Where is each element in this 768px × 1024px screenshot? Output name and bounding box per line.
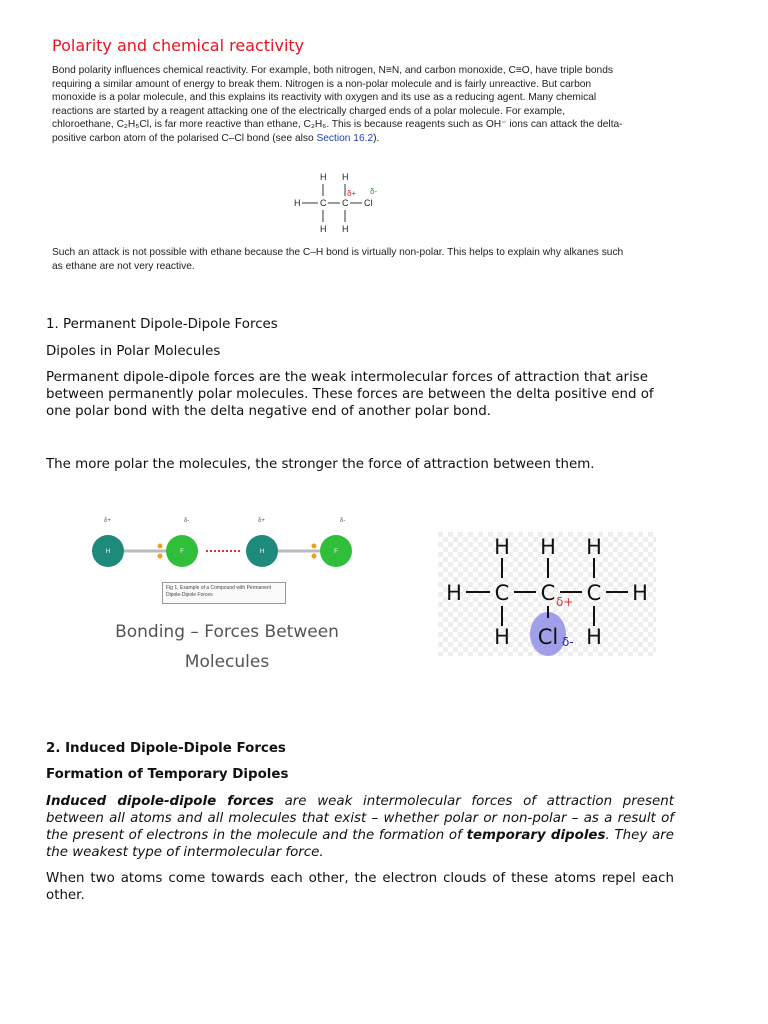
struct-h-top-left: H bbox=[320, 172, 327, 182]
figure-closing-paragraph: Such an attack is not possible with ethane because the C–H bond is virtually non-polar. This helps to explain why alkanes such as ethane are not very reactive. bbox=[52, 247, 624, 272]
delta-label-2: δ- bbox=[184, 518, 190, 524]
delta-label-3: δ+ bbox=[258, 518, 265, 524]
struct-h-left: H bbox=[294, 198, 301, 208]
h-bottom-3: H bbox=[586, 625, 602, 649]
h-top-1: H bbox=[494, 535, 510, 559]
figure-caption-box: Fig 1. Example of a Compound with Permanent Dipole-Dipole Forces bbox=[162, 582, 286, 604]
c-3: C bbox=[586, 581, 602, 605]
chloropropane-structure bbox=[438, 532, 656, 656]
caption-line-1: Bonding – Forces Between bbox=[115, 622, 339, 642]
struct-h-bottom-left: H bbox=[320, 224, 327, 234]
section2-paragraph2: When two atoms come towards each other, the electron clouds of these atoms repel each other. bbox=[46, 871, 674, 903]
struct-c-right: C bbox=[342, 198, 349, 208]
delta-plus-label: δ+ bbox=[556, 595, 574, 609]
delta-label-4: δ- bbox=[340, 518, 346, 524]
delta-label-1: δ+ bbox=[104, 518, 111, 524]
hydrogen-label-1: H bbox=[105, 549, 111, 555]
struct-cl: Cl bbox=[364, 198, 373, 208]
section1-paragraph: Permanent dipole-dipole forces are the weak intermolecular forces of attraction that arise between permanently polar molecules. These forces are between the delta positive end of one polar bond with the delta negative end of another polar bond. bbox=[46, 370, 654, 419]
section-link[interactable]: Section 16.2 bbox=[316, 132, 374, 144]
chloroethane-structure-small bbox=[290, 170, 400, 234]
figure-paragraph-end: ). bbox=[373, 132, 380, 144]
figure-title: Polarity and chemical reactivity bbox=[52, 36, 305, 55]
hydrogen-label-2: H bbox=[259, 549, 265, 555]
section2-subheading: Formation of Temporary Dipoles bbox=[46, 767, 289, 782]
section2-heading: 2. Induced Dipole-Dipole Forces bbox=[46, 741, 286, 756]
h-top-3: H bbox=[586, 535, 602, 559]
section2-paragraph bbox=[46, 793, 674, 861]
section2-paragraph-end: . They are the weakest type of intermolecular force. bbox=[46, 828, 674, 860]
figure-paragraph-text: Bond polarity influences chemical reactivity. For example, both nitrogen, N≡N, and carbon monoxide, C≡O, have triple bonds requiring a similar amount of energy to break them. Nitrogen is a non-polar molecule and is fairly unreactive. But carbon monoxide is a polar molecule, and this explains its reactivity with oxygen and its use as a reducing agent. Many chemical reactions are started by a reagent attacking one of the electrically charged ends of a polar molecule. For example, chloroethane, C₂H₅Cl, is far more reactive than ethane, C₂H₆. This is because reagents such as OH⁻ ions can attack the delta-positive carbon atom of the polarised C–Cl bond (see also bbox=[52, 65, 623, 144]
h-left: H bbox=[446, 581, 462, 605]
struct-h-top-right: H bbox=[342, 172, 349, 182]
term-temporary-dipoles: temporary dipoles bbox=[466, 828, 606, 843]
h-top-2: H bbox=[540, 535, 556, 559]
figure-paragraph bbox=[52, 64, 628, 146]
section1-subheading: Dipoles in Polar Molecules bbox=[46, 344, 221, 359]
dipole-bonding-image bbox=[82, 510, 372, 690]
h-right: H bbox=[632, 581, 648, 605]
section1-heading: 1. Permanent Dipole-Dipole Forces bbox=[46, 317, 278, 332]
delta-minus-label: δ- bbox=[562, 635, 574, 649]
h-bottom-1: H bbox=[494, 625, 510, 649]
caption-line-2: Molecules bbox=[184, 652, 270, 672]
fluorine-label-1: F bbox=[180, 549, 184, 555]
polarity-figure bbox=[44, 28, 634, 280]
section2-paragraph-middle: are weak intermolecular forces of attraction present between all atoms and all molecules that exist – whether polar or non-polar – as a result of the present of electrons in the molecule and the formation of bbox=[46, 794, 674, 843]
struct-h-bottom-right: H bbox=[342, 224, 349, 234]
struct-delta-minus: δ- bbox=[370, 187, 378, 196]
struct-delta-plus: δ+ bbox=[347, 189, 357, 198]
c-2: C bbox=[540, 581, 556, 605]
fluorine-label-2: F bbox=[334, 549, 338, 555]
cl-atom: Cl bbox=[537, 625, 559, 649]
c-1: C bbox=[494, 581, 510, 605]
struct-c-left: C bbox=[320, 198, 327, 208]
section1-paragraph2: The more polar the molecules, the stronger the force of attraction between them. bbox=[46, 457, 595, 472]
term-induced-dipole: Induced dipole-dipole forces bbox=[46, 794, 274, 809]
